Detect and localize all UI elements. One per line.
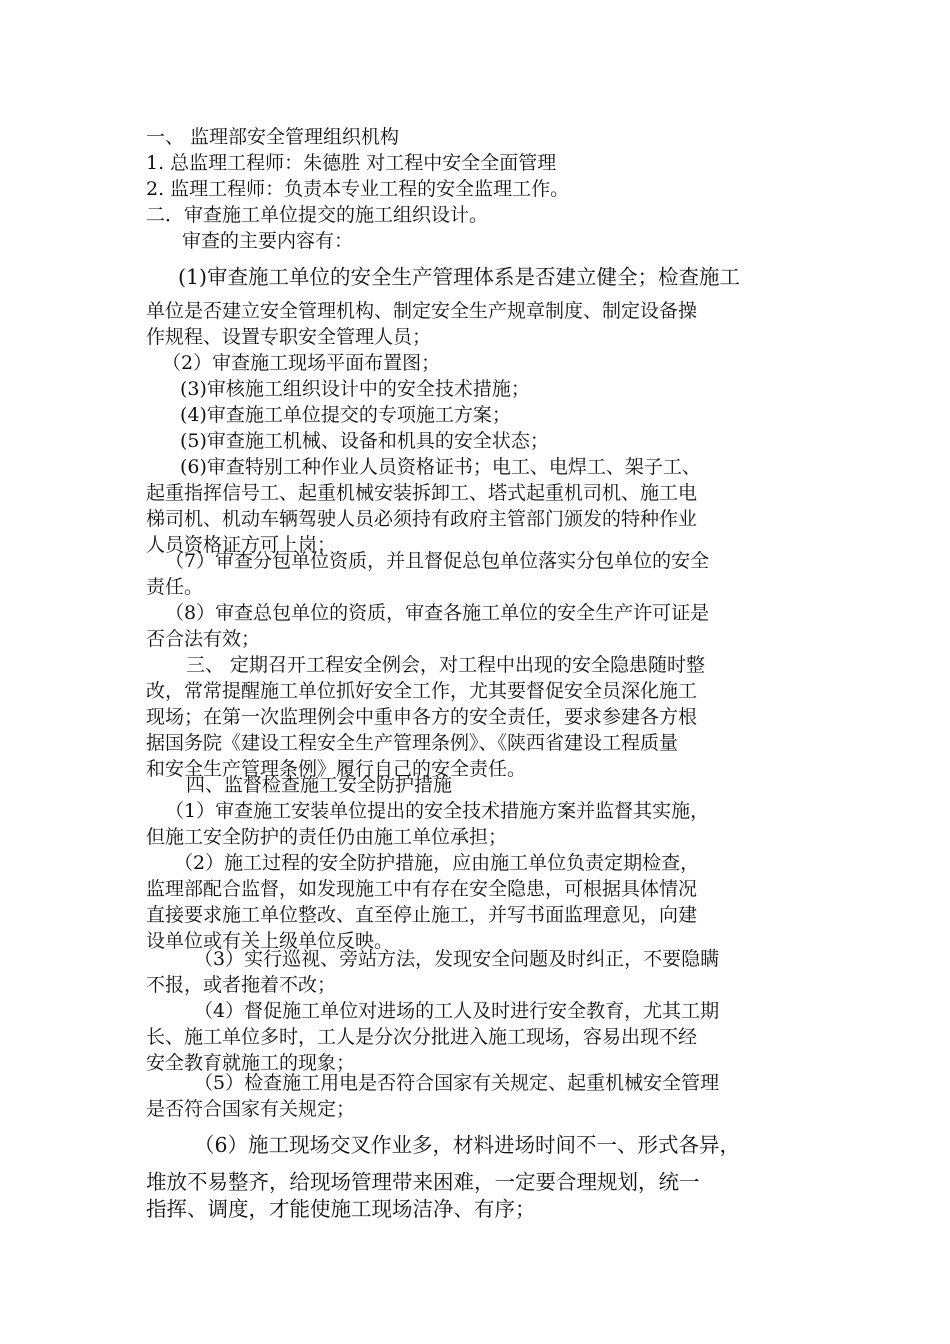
section-heading-2: 二．审查施工单位提交的施工组织设计。: [146, 204, 489, 226]
text-line: 2. 监理工程师：负责本专业工程的安全监理工作。: [146, 178, 570, 200]
text-line: 1. 总监理工程师：朱德胜 对工程中安全全面管理: [146, 152, 557, 174]
text-line: 据国务院《建设工程安全生产管理条例》、《陕西省建设工程质量: [146, 732, 679, 754]
text-line: 直接要求施工单位整改、直至停止施工，并写书面监理意见，向建: [146, 904, 698, 926]
text-line: （6）施工现场交叉作业多，材料进场时间不一、形式各异，: [194, 1133, 741, 1157]
text-line: 长、施工单位多时，工人是分次分批进入施工现场，容易出现不经: [146, 1026, 698, 1048]
section-heading-3: 三、 定期召开工程安全例会，对工程中出现的安全隐患随时整: [186, 654, 706, 676]
text-line: 监理部配合监督，如发现施工中有存在安全隐患，可根据具体情况: [146, 878, 698, 900]
text-line: 但施工安全防护的责任仍由施工单位承担；: [146, 826, 508, 848]
text-line: （2）施工过程的安全防护措施，应由施工单位负责定期检查，: [174, 852, 700, 874]
text-line: (3)审核施工组织设计中的安全技术措施；: [180, 378, 530, 400]
text-line: 堆放不易整齐，给现场管理带来困难，一定要合理规划，统一: [146, 1170, 700, 1194]
text-line: 现场；在第一次监理例会中重申各方的安全责任，要求参建各方根: [146, 706, 698, 728]
text-line: （8）审查总包单位的资质，审查各施工单位的安全生产许可证是: [165, 602, 710, 624]
text-line: 安全教育就施工的现象；: [146, 1052, 356, 1074]
text-line: （2）审查施工现场平面布置图；: [162, 352, 441, 374]
text-line: 梯司机、机动车辆驾驶人员必须持有政府主管部门颁发的特种作业: [146, 508, 698, 530]
section-heading-4: 四、监督检查施工安全防护措施: [186, 774, 453, 796]
text-line: (6)审查特别工种作业人员资格证书；电工、电焊工、架子工、: [180, 456, 701, 478]
text-line: 不报，或者拖着不改；: [146, 974, 337, 996]
text-line: 作规程、设置专职安全管理人员；: [146, 326, 432, 348]
text-line: 单位是否建立安全管理机构、制定安全生产规章制度、制定设备操: [146, 300, 698, 322]
text-line: （1）审查施工安装单位提出的安全技术措施方案并监督其实施，: [165, 800, 710, 822]
text-line: 是否符合国家有关规定；: [146, 1098, 356, 1120]
text-line: （7）审查分包单位资质，并且督促总包单位落实分包单位的安全: [165, 550, 710, 572]
text-line: (4)审查施工单位提交的专项施工方案；: [180, 404, 511, 426]
text-line: 设单位或有关上级单位反映。: [146, 930, 394, 952]
text-line: 审查的主要内容有：: [182, 230, 354, 252]
text-line: 人员资格证方可上岗；: [146, 534, 337, 556]
text-line: 否合法有效；: [146, 628, 261, 650]
text-line: 和安全生产管理条例》履行自己的安全责任。: [146, 758, 527, 780]
text-line: 责任。: [146, 576, 204, 598]
text-line: （5）检查施工用电是否符合国家有关规定、起重机械安全管理: [194, 1072, 720, 1094]
text-line: (1)审查施工单位的安全生产管理体系是否建立健全；检查施工: [178, 265, 741, 289]
section-heading-1: 一、 监理部安全管理组织机构: [146, 126, 400, 148]
text-line: 改，常常提醒施工单位抓好安全工作，尤其要督促安全员深化施工: [146, 680, 698, 702]
text-line: （4）督促施工单位对进场的工人及时进行安全教育，尤其工期: [194, 1000, 720, 1022]
text-line: 起重指挥信号工、起重机械安装拆卸工、塔式起重机司机、施工电: [146, 482, 698, 504]
text-line: （3）实行巡视、旁站方法，发现安全问题及时纠正，不要隐瞒: [194, 948, 720, 970]
text-line: (5)审查施工机械、设备和机具的安全状态；: [180, 430, 549, 452]
text-line: 指挥、调度，才能使施工现场洁净、有序；: [146, 1197, 536, 1221]
